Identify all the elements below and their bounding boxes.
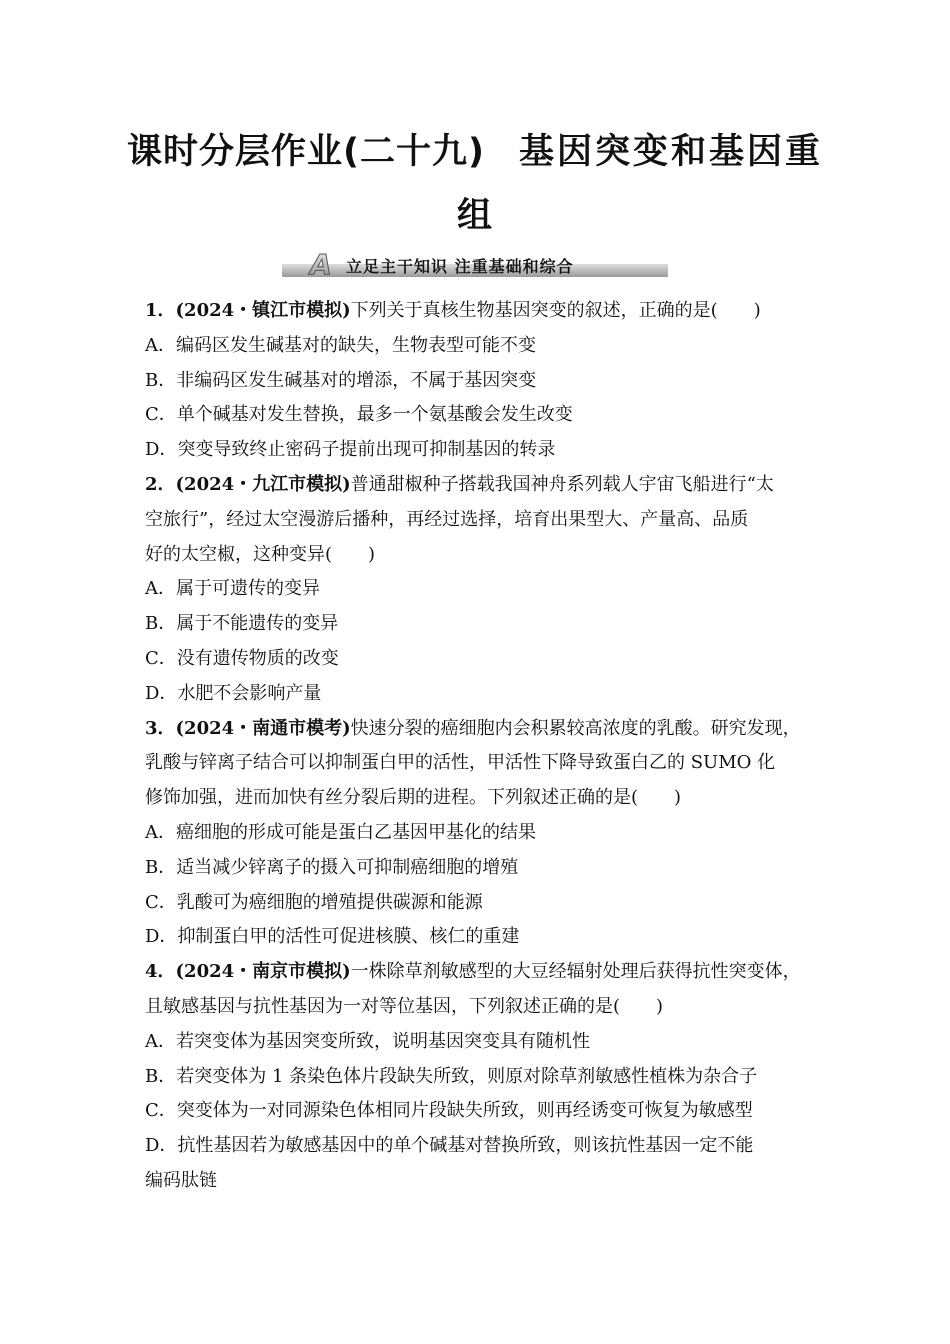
option-b: B．适当减少锌离子的摄入可抑制癌细胞的增殖 [145,856,519,878]
title-main: 课时分层作业(二十九) [126,132,485,172]
page-title-continued: 组 [456,195,493,236]
option-c: C．没有遗传物质的改变 [145,647,339,669]
title-topic: 基因突变和基因重 [518,131,823,172]
question-source: (2024・南通市模考) [175,717,351,739]
question-1 [145,294,825,468]
question-stem-continued: 且敏感基因与抗性基因为一对等位基因，下列叙述正确的是( ) [145,995,664,1017]
question-4 [145,955,825,1199]
question-stem-continued: 好的太空椒，这种变异( ) [145,543,376,565]
question-source: (2024・九江市模拟) [175,473,351,495]
question-stem: 3．(2024・南通市模考)快速分裂的癌细胞内会积累较高浓度的乳酸。研究发现， [145,717,801,739]
section-banner [282,249,668,280]
page-title [0,124,950,174]
question-2 [145,468,825,712]
option-b: B．属于不能遗传的变异 [145,613,339,635]
svg-text:A: A [310,249,332,279]
option-d: D．水肥不会影响产量 [145,682,322,704]
option-d: D．抗性基因若为敏感基因中的单个碱基对替换所致，则该抗性基因一定不能 [145,1135,754,1157]
option-c: C．单个碱基对发生替换，最多一个氨基酸会发生改变 [145,404,573,426]
option-a: A．属于可遗传的变异 [145,578,320,600]
option-d: D．突变导致终止密码子提前出现可抑制基因的转录 [145,439,556,461]
section-a-icon [306,249,336,279]
option-a: A．若突变体为基因突变所致，说明基因突变具有随机性 [145,1030,590,1052]
question-list [145,294,825,1199]
question-source: (2024・南京市模拟) [175,961,351,983]
question-source: (2024・镇江市模拟) [175,300,351,321]
option-b: B．若突变体为 1 条染色体片段缺失所致，则原对除草剂敏感性植株为杂合子 [145,1065,758,1087]
option-a: A．编码区发生碱基对的缺失，生物表型可能不变 [145,334,536,356]
option-d: D．抑制蛋白甲的活性可促进核膜、核仁的重建 [145,926,520,948]
option-a: A．癌细胞的形成可能是蛋白乙基因甲基化的结果 [145,821,536,843]
question-stem-continued: 修饰加强，进而加快有丝分裂后期的进程。下列叙述正确的是( ) [145,787,682,809]
question-stem: 2．(2024・九江市模拟)普通甜椒种子搭载我国神舟系列载人宇宙飞船进行“太 [145,473,774,495]
banner-text: 立足主干知识 注重基础和综合 [346,257,574,276]
question-stem-continued: 空旅行”，经过太空漫游后播种，再经过选择，培育出果型大、产量高、品质 [145,508,749,530]
question-3 [145,712,825,956]
question-stem: 1．(2024・镇江市模拟)下列关于真核生物基因突变的叙述，正确的是( ) [145,300,761,321]
question-stem: 4．(2024・南京市模拟)一株除草剂敏感型的大豆经辐射处理后获得抗性突变体， [145,961,801,983]
question-stem-continued: 乳酸与锌离子结合可以抑制蛋白甲的活性，甲活性下降导致蛋白乙的 SUMO 化 [145,752,776,774]
option-d-continued: 编码肽链 [145,1169,217,1191]
option-c: C．乳酸可为癌细胞的增殖提供碳源和能源 [145,891,483,913]
option-c: C．突变体为一对同源染色体相同片段缺失所致，则再经诱变可恢复为敏感型 [145,1100,753,1122]
option-b: B．非编码区发生碱基对的增添，不属于基因突变 [145,369,537,391]
